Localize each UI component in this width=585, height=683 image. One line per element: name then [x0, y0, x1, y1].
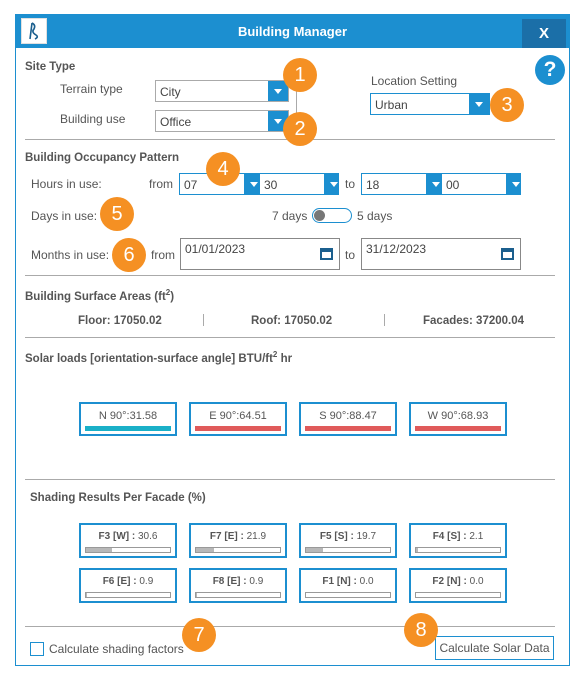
facade-name: F8 [E] : [212, 576, 247, 587]
shading-value: 0.0 [469, 576, 484, 587]
separator [384, 314, 385, 326]
days-toggle[interactable] [312, 208, 352, 223]
solar-load-card [79, 402, 177, 436]
callout-badge: 5 [100, 197, 134, 231]
chevron-down-icon [244, 174, 258, 194]
solar-load-value: E 90°:64.51 [209, 410, 267, 422]
calculate-solar-data-button[interactable]: Calculate Solar Data [435, 636, 554, 660]
chevron-down-icon [469, 94, 489, 114]
building-use-value: Office [160, 115, 192, 129]
location-setting-label: Location Setting [371, 74, 458, 88]
solar-load-card [299, 402, 397, 436]
toggle-knob [314, 210, 325, 221]
facade-name: F3 [W] : [98, 531, 136, 542]
from-minute-value: 30 [264, 178, 278, 192]
shading-value: 21.9 [246, 531, 267, 542]
shading-value: 0.0 [359, 576, 374, 587]
location-setting-select[interactable] [370, 93, 490, 115]
solar-load-bar [195, 426, 281, 431]
callout-badge: 4 [206, 152, 240, 186]
chevron-down-icon [506, 174, 520, 194]
chevron-down-icon [426, 174, 440, 194]
facades-area: Facades: 37200.04 [423, 315, 525, 327]
solar-load-value: N 90°:31.58 [98, 410, 158, 422]
days-in-use-label: Days in use: [31, 209, 98, 223]
solar-load-bar [305, 426, 391, 431]
facade-name: F6 [E] : [102, 576, 137, 587]
to-hour-select[interactable] [361, 173, 441, 195]
shading-card [299, 568, 397, 603]
separator [203, 314, 204, 326]
solar-load-bar [415, 426, 501, 431]
days-toggle-left-label: 7 days [272, 209, 308, 223]
shading-card [409, 523, 507, 558]
to-minute-value: 00 [446, 178, 460, 192]
solar-load-card [189, 402, 287, 436]
shading-fill [416, 548, 418, 552]
shading-fill [196, 593, 197, 597]
divider [25, 275, 555, 276]
from-minute-select[interactable] [259, 173, 339, 195]
shading-value: 0.9 [249, 576, 264, 587]
facade-name: F4 [S] : [432, 531, 467, 542]
terrain-type-select[interactable] [155, 80, 289, 102]
occupancy-header: Building Occupancy Pattern [25, 152, 179, 164]
solar-loads-header: Solar loads [orientation-surface angle] BTU/$ft^2$ hr [25, 350, 293, 365]
callout-badge: 3 [490, 88, 524, 122]
title-bar [16, 15, 569, 48]
shading-bar [195, 592, 281, 598]
surface-areas-header: Building Surface Areas $(ft^2)$ [25, 288, 175, 303]
chevron-down-icon [324, 174, 338, 194]
shading-bar [415, 547, 501, 553]
date-from-picker[interactable] [180, 238, 340, 270]
calendar-icon[interactable] [501, 248, 514, 260]
roof-area: Roof: 17050.02 [251, 315, 333, 327]
shading-card [79, 523, 177, 558]
days-toggle-right-label: 5 days [357, 209, 393, 223]
shading-bar [305, 592, 391, 598]
callout-badge: 2 [283, 112, 317, 146]
from-hour-value: 07 [184, 178, 198, 192]
hours-from-label: from [149, 177, 173, 191]
divider [25, 479, 555, 480]
solar-load-bar [85, 426, 171, 431]
facade-name: F1 [N] : [322, 576, 357, 587]
help-icon[interactable]: ? [535, 55, 565, 85]
facade-name: F2 [N] : [432, 576, 467, 587]
shading-fill [86, 548, 112, 552]
shading-value: 30.6 [137, 531, 158, 542]
shading-card [299, 523, 397, 558]
building-use-label: Building use [60, 112, 126, 126]
date-from-value: 01/01/2023 [185, 242, 246, 256]
shading-value: 2.1 [469, 531, 484, 542]
shading-results-header: Shading Results Per Facade (%) [30, 492, 206, 504]
callout-badge: 6 [112, 238, 146, 272]
months-from-label: from [151, 248, 175, 262]
months-in-use-label: Months in use: [31, 248, 110, 262]
to-minute-select[interactable] [441, 173, 521, 195]
solar-load-value: S 90°:88.47 [319, 410, 377, 422]
calendar-icon[interactable] [320, 248, 333, 260]
hours-to-label: to [345, 177, 356, 191]
shading-fill [306, 548, 323, 552]
solar-load-value: W 90°:68.93 [427, 410, 489, 422]
shading-card [189, 568, 287, 603]
callout-badge: 7 [182, 618, 216, 652]
shading-bar [415, 592, 501, 598]
shading-card [79, 568, 177, 603]
shading-value: 0.9 [139, 576, 154, 587]
shading-fill [196, 548, 214, 552]
shading-value: 19.7 [356, 531, 377, 542]
calculate-shading-label: Calculate shading factors [49, 642, 184, 656]
solar-load-card [409, 402, 507, 436]
calculate-shading-checkbox[interactable] [30, 642, 44, 656]
callout-badge: 1 [283, 58, 317, 92]
divider [25, 337, 555, 338]
shading-bar [85, 592, 171, 598]
facade-name: F7 [E] : [209, 531, 244, 542]
divider [25, 626, 555, 627]
shading-bar [195, 547, 281, 553]
months-to-label: to [345, 248, 356, 262]
facade-name: F5 [S] : [319, 531, 354, 542]
shading-bar [305, 547, 391, 553]
shading-card [409, 568, 507, 603]
shading-card [189, 523, 287, 558]
location-setting-value: Urban [375, 98, 408, 112]
shading-fill [86, 593, 87, 597]
building-use-select[interactable] [155, 110, 289, 132]
shading-bar [85, 547, 171, 553]
hours-in-use-label: Hours in use: [31, 177, 102, 191]
to-hour-value: 18 [366, 178, 380, 192]
window-title: Building Manager [237, 24, 348, 39]
close-button[interactable]: X [522, 19, 566, 48]
floor-area: Floor: 17050.02 [78, 315, 162, 327]
date-to-picker[interactable] [361, 238, 521, 270]
site-type-header: Site Type [25, 61, 76, 73]
terrain-type-value: City [160, 85, 181, 99]
callout-badge: 8 [404, 613, 438, 647]
date-to-value: 31/12/2023 [366, 242, 427, 256]
terrain-type-label: Terrain type [60, 82, 123, 96]
